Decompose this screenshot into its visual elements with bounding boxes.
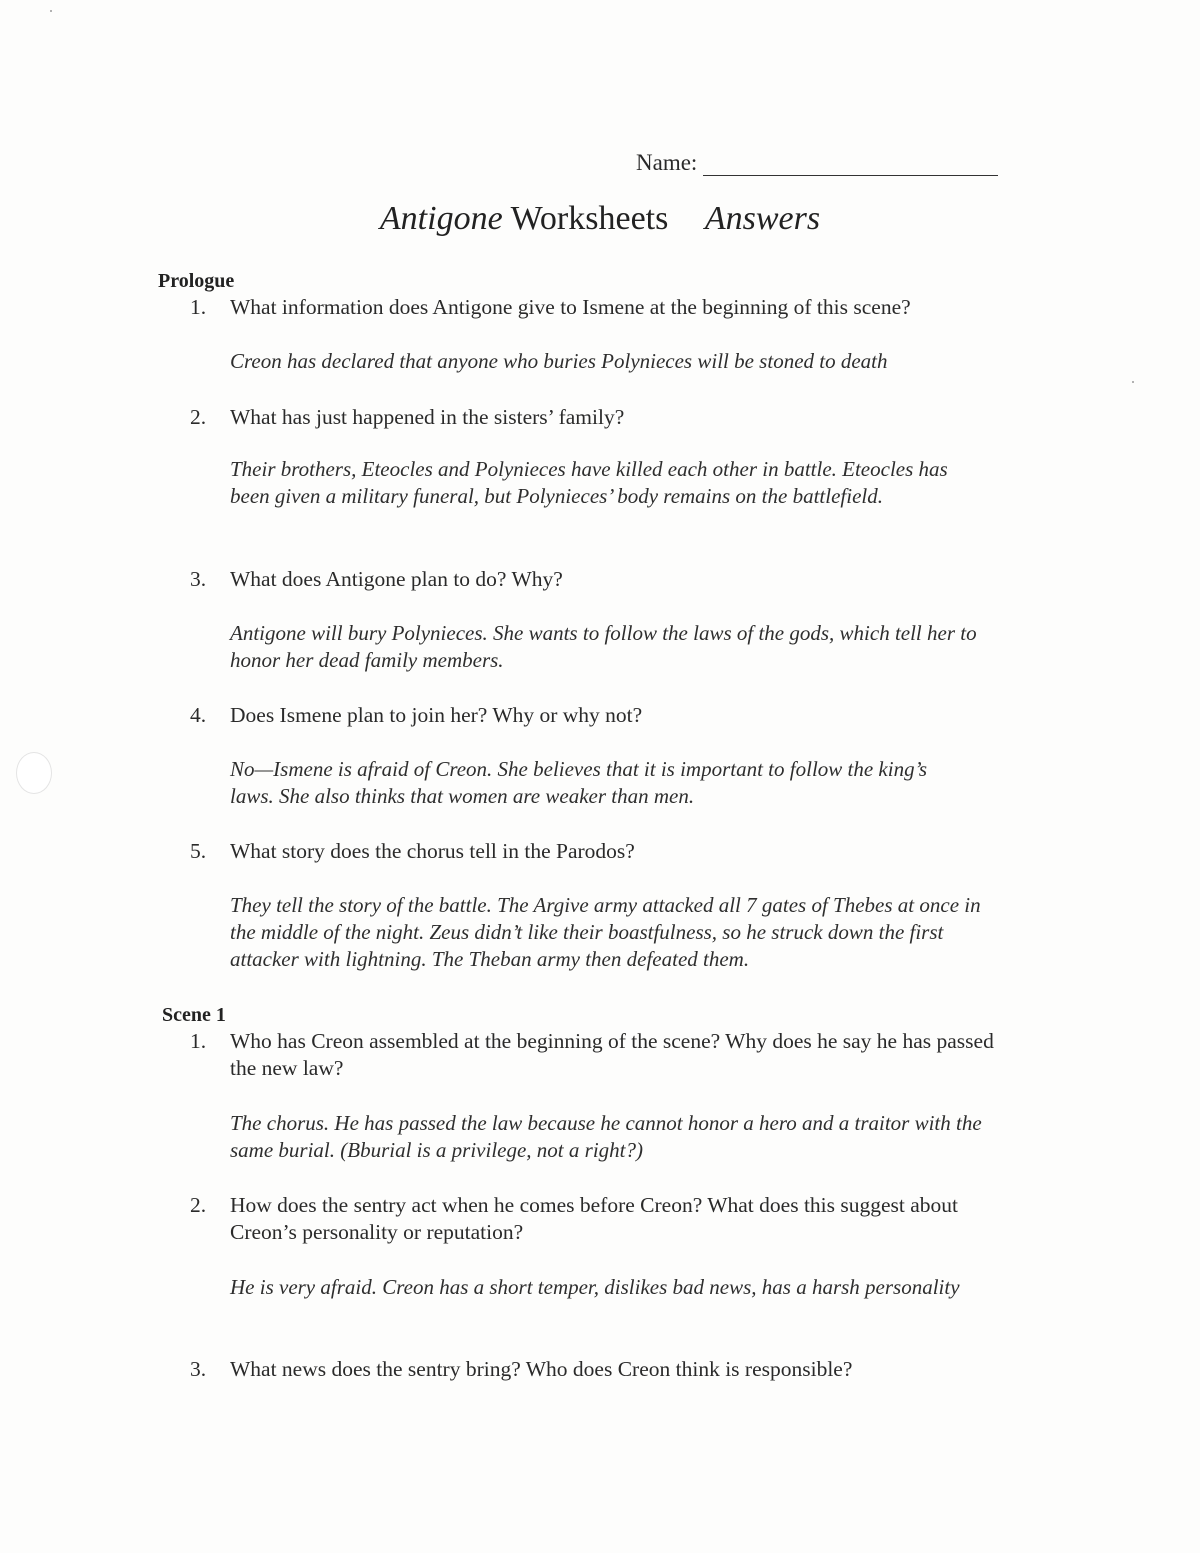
scan-speck: [50, 10, 52, 12]
prologue-answer-5: They tell the story of the battle. The Argive army attacked all 7 gates of Thebes at once in the middle of the night. Zeus didn’t like their boastfulness, so he struck down the first attacker with lightning. The Theban army then defeated them.: [230, 893, 981, 971]
question-number: 5.: [190, 839, 207, 863]
title-antigone: Antigone: [379, 200, 503, 237]
scene1-answer-2: He is very afraid. Creon has a short temper, dislikes bad news, has a harsh personality: [230, 1275, 960, 1299]
question-text: What story does the chorus tell in the Parodos?: [230, 839, 635, 863]
question-text: Does Ismene plan to join her? Why or why not?: [230, 703, 643, 727]
question-text: What does Antigone plan to do? Why?: [230, 567, 563, 591]
title-answers: Answers: [704, 200, 821, 237]
scene1-question-3: [190, 1356, 1010, 1383]
prologue-question-1: [190, 294, 1010, 321]
scene1-answer-1: The chorus. He has passed the law because he cannot honor a hero and a traitor with the same burial. (Bburial is a privilege, not a right?): [230, 1111, 982, 1162]
question-number: 4.: [190, 703, 207, 727]
prologue-answer-2: Their brothers, Eteocles and Polynieces have killed each other in battle. Eteocles has been given a military funeral, but Polynieces’ body remains on the battlefield.: [230, 457, 948, 508]
page-title: [0, 200, 1200, 238]
prologue-question-3: [190, 566, 1010, 593]
question-number: 3.: [190, 1357, 207, 1381]
punch-hole: [16, 752, 52, 794]
scan-speck: [1132, 381, 1134, 383]
prologue-question-4: [190, 702, 1010, 729]
question-number: 1.: [190, 1029, 207, 1053]
prologue-answer-3: Antigone will bury Polynieces. She wants to follow the laws of the gods, which tell her to honor her dead family members.: [230, 621, 977, 672]
question-number: 2.: [190, 405, 207, 429]
question-text: What news does the sentry bring? Who does Creon think is responsible?: [230, 1357, 853, 1381]
section-heading-scene-1: Scene 1: [162, 1004, 226, 1026]
section-heading-prologue: Prologue: [158, 270, 235, 292]
question-text: What has just happened in the sisters’ family?: [230, 405, 625, 429]
question-text: How does the sentry act when he comes before Creon? What does this suggest about Creon’s personality or reputation?: [230, 1193, 959, 1244]
question-text: Who has Creon assembled at the beginning of the scene? Why does he say he has passed the new law?: [230, 1029, 994, 1080]
prologue-answer-4: No—Ismene is afraid of Creon. She believes that it is important to follow the king’s laws. She also thinks that women are weaker than men.: [230, 757, 928, 808]
name-field[interactable]: [636, 146, 998, 176]
question-text: What information does Antigone give to Ismene at the beginning of this scene?: [230, 295, 911, 319]
prologue-answer-1: Creon has declared that anyone who buries Polynieces will be stoned to death: [230, 349, 888, 373]
question-number: 1.: [190, 295, 207, 319]
question-number: 2.: [190, 1193, 207, 1217]
question-number: 3.: [190, 567, 207, 591]
name-blank-line[interactable]: [703, 153, 998, 176]
name-label: Name:: [636, 150, 698, 175]
prologue-question-2: [190, 404, 1010, 431]
prologue-question-5: [190, 838, 1010, 865]
scene1-question-1: [190, 1028, 1010, 1082]
title-worksheets: Worksheets: [510, 200, 669, 237]
scene1-question-2: [190, 1192, 1010, 1246]
